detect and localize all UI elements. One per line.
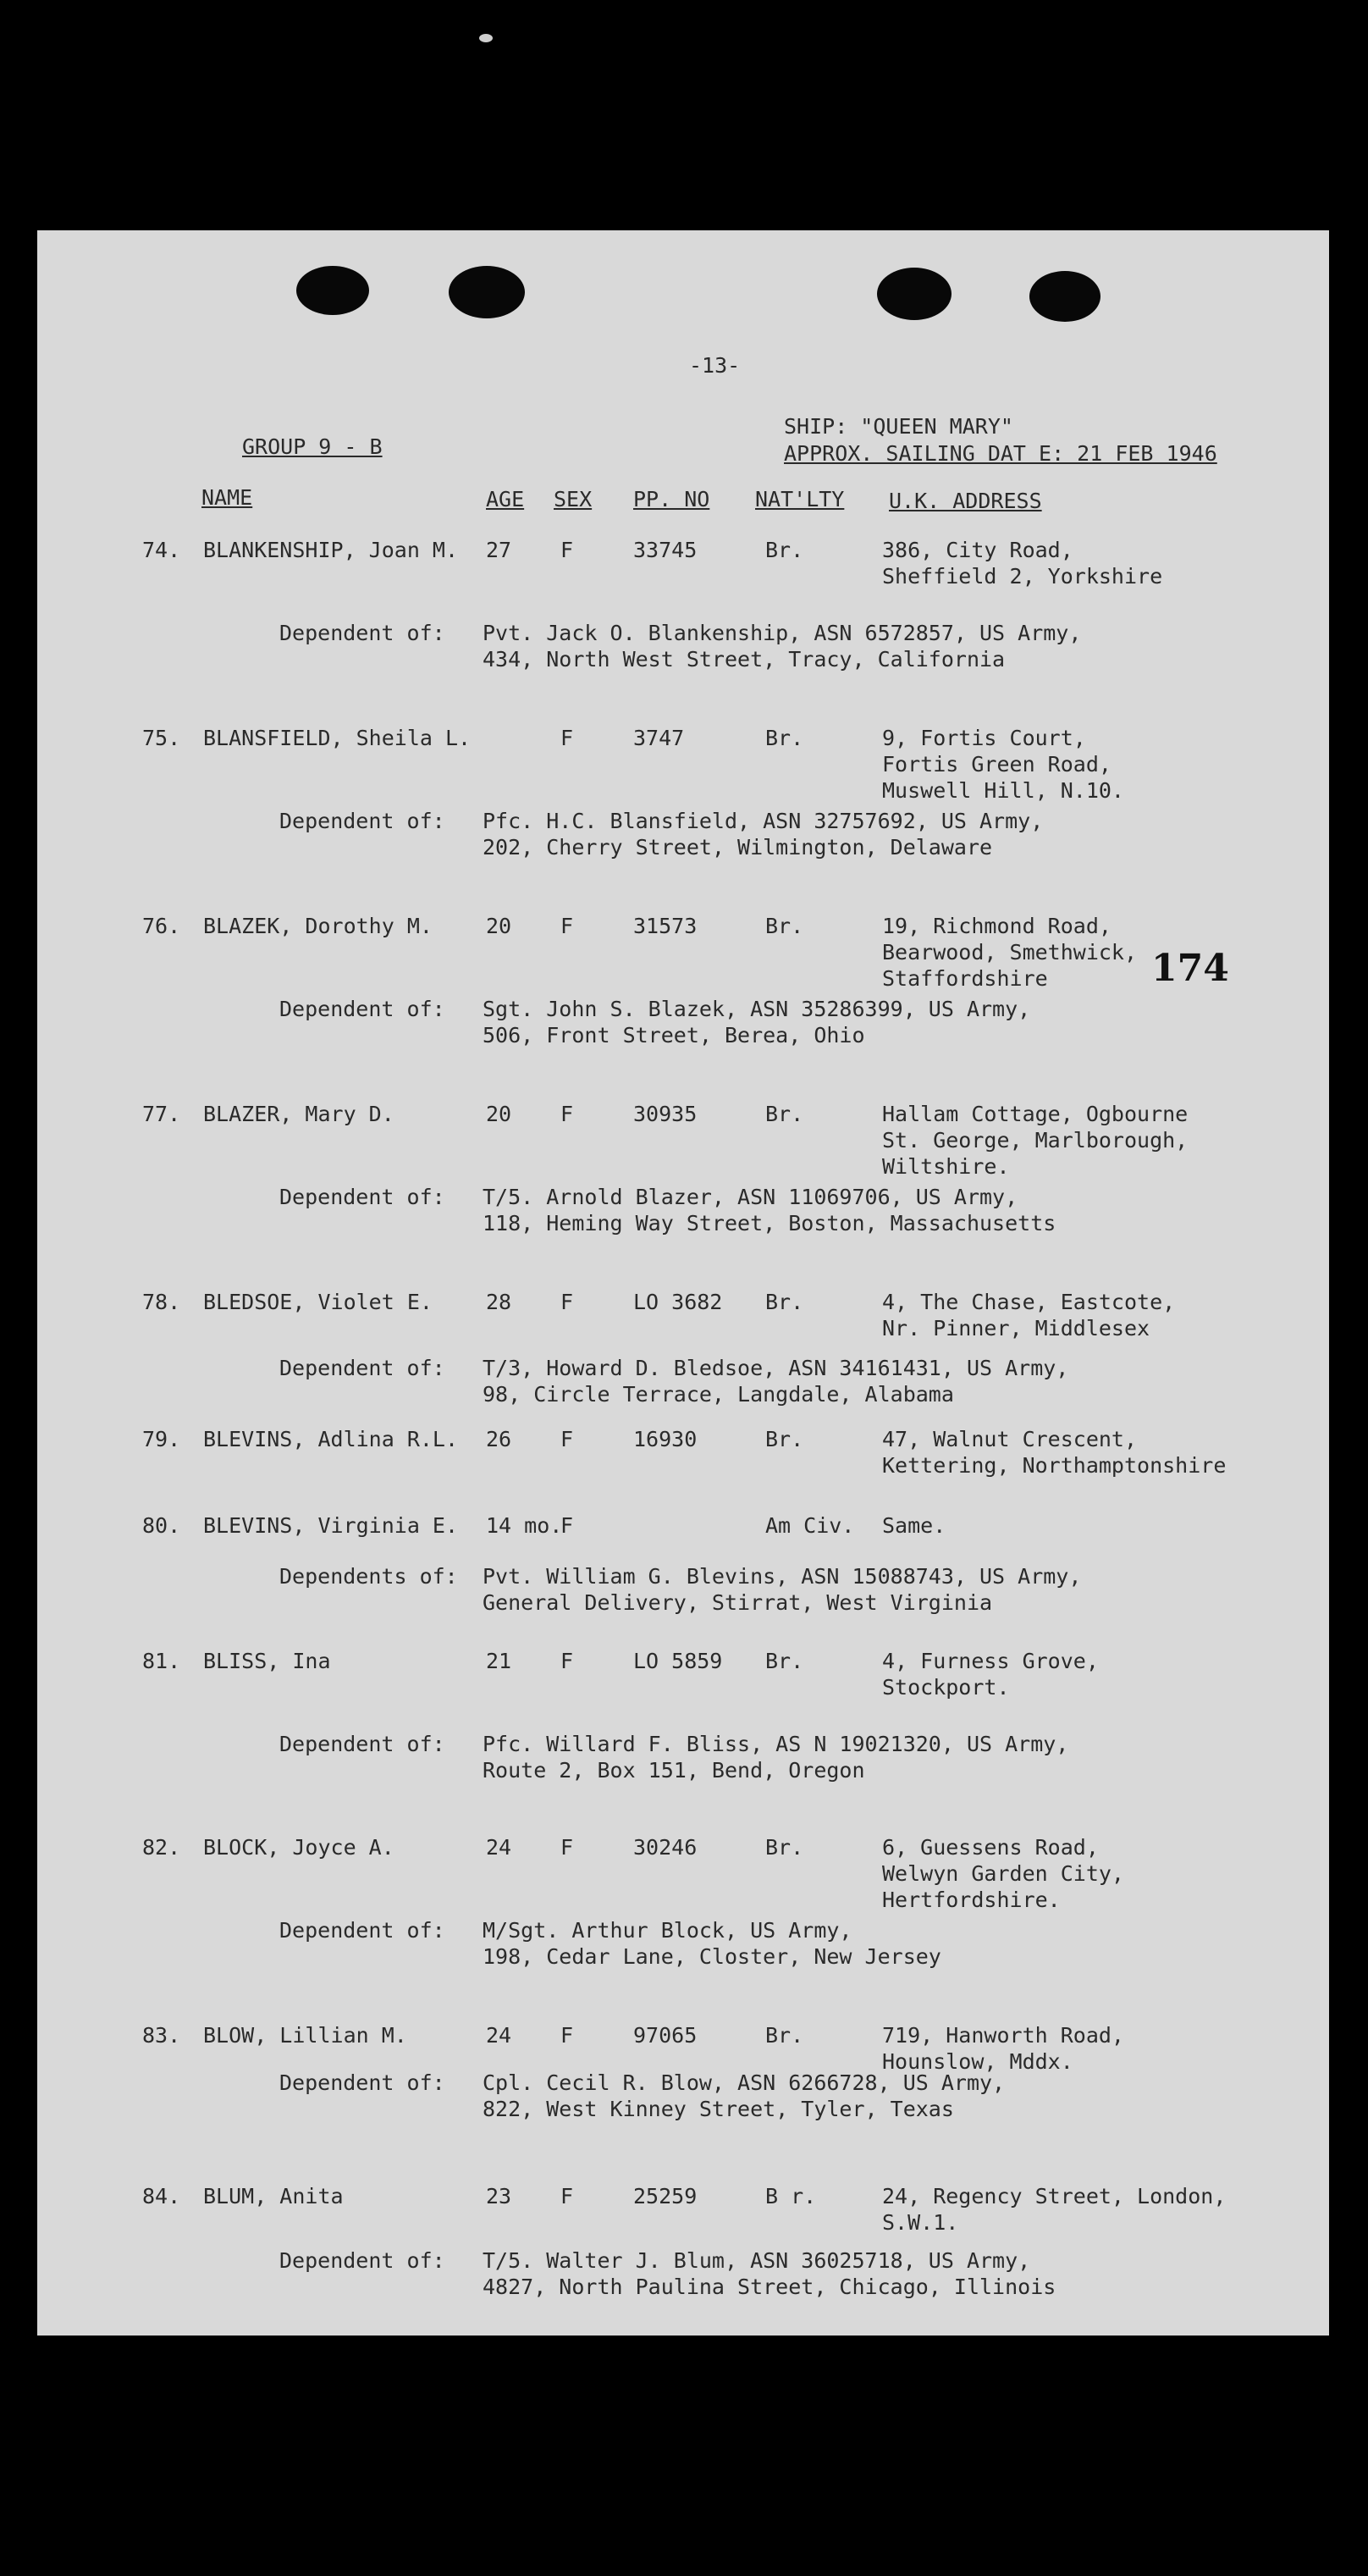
sponsor-detail-line: 822, West Kinney Street, Tyler, Texas [483, 2097, 954, 2121]
entry-number: 84. [142, 2184, 181, 2208]
entry-number: 80. [142, 1513, 181, 1538]
entry-number: 83. [142, 2023, 181, 2048]
entry-number: 81. [142, 1649, 181, 1673]
nationality: Br. [765, 914, 804, 938]
page-number: -13- [689, 353, 741, 378]
passenger-sex: F [560, 726, 574, 750]
passenger-name: BLEVINS, Virginia E. [203, 1513, 459, 1538]
uk-address-line: 4, The Chase, Eastcote, [882, 1290, 1176, 1314]
passenger-sex: F [560, 914, 574, 938]
nationality: Br. [765, 726, 804, 750]
sponsor-detail-line: 434, North West Street, Tracy, California [483, 647, 1006, 672]
uk-address-line: Staffordshire [882, 966, 1048, 991]
sponsor-detail-line: General Delivery, Stirrat, West Virginia [483, 1590, 993, 1615]
uk-address-line: Welwyn Garden City, [882, 1861, 1124, 1886]
passenger-age: 27 [486, 538, 512, 562]
dependent-of-label: Dependent of: [279, 809, 445, 833]
dependent-of-label: Dependent of: [279, 1185, 445, 1209]
nationality: B r. [765, 2184, 817, 2208]
dependent-of-label: Dependent of: [279, 1356, 445, 1380]
entry-number: 79. [142, 1427, 181, 1451]
uk-address-line: 6, Guessens Road, [882, 1835, 1099, 1860]
passenger-age: 23 [486, 2184, 512, 2208]
uk-address-line: Kettering, Northamptonshire [882, 1453, 1227, 1478]
uk-address-line: Hounslow, Mddx. [882, 2049, 1073, 2074]
sponsor-detail-line: Route 2, Box 151, Bend, Oregon [483, 1758, 865, 1783]
header-nationality: NAT'LTY [755, 487, 845, 511]
passenger-name: BLOCK, Joyce A. [203, 1835, 394, 1860]
passenger-sex: F [560, 1513, 574, 1538]
entry-number: 74. [142, 538, 181, 562]
header-pp-no: PP. NO [633, 487, 710, 511]
passenger-age: 28 [486, 1290, 512, 1314]
punch-hole [1029, 271, 1100, 322]
uk-address-line: St. George, Marlborough, [882, 1128, 1189, 1153]
sponsor-detail-line: Pvt. William G. Blevins, ASN 15088743, US Army, [483, 1564, 1082, 1589]
header-sex: SEX [554, 487, 593, 511]
dependent-of-label: Dependent of: [279, 621, 445, 645]
dust-speck [479, 34, 493, 42]
dependent-of-label: Dependent of: [279, 997, 445, 1021]
ship-name: SHIP: "QUEEN MARY" [784, 414, 1013, 439]
dependent-of-label: Dependent of: [279, 2070, 445, 2095]
header-name: NAME [201, 485, 253, 510]
sponsor-detail-line: Cpl. Cecil R. Blow, ASN 6266728, US Army, [483, 2070, 1006, 2095]
passenger-name: BLANKENSHIP, Joan M. [203, 538, 459, 562]
header-age: AGE [486, 487, 525, 511]
uk-address-line: 719, Hanworth Road, [882, 2023, 1124, 2048]
entry-number: 75. [142, 726, 181, 750]
passenger-name: BLAZER, Mary D. [203, 1102, 394, 1126]
uk-address-line: Fortis Green Road, [882, 752, 1112, 777]
passenger-age: 26 [486, 1427, 512, 1451]
uk-address-line: Muswell Hill, N.10. [882, 778, 1124, 803]
passenger-sex: F [560, 1649, 574, 1673]
uk-address-line: Stockport. [882, 1675, 1010, 1700]
uk-address-line: Hertfordshire. [882, 1888, 1061, 1912]
uk-address-line: Same. [882, 1513, 946, 1538]
sponsor-detail-line: Pfc. Willard F. Bliss, AS N 19021320, US Army, [483, 1732, 1069, 1756]
passenger-sex: F [560, 1427, 574, 1451]
passport-number: 16930 [633, 1427, 698, 1451]
passenger-name: BLAZEK, Dorothy M. [203, 914, 433, 938]
uk-address-line: 386, City Road, [882, 538, 1073, 562]
sponsor-detail-line: T/5. Arnold Blazer, ASN 11069706, US Army, [483, 1185, 1018, 1209]
passenger-name: BLEDSOE, Violet E. [203, 1290, 433, 1314]
dependent-of-label: Dependent of: [279, 1918, 445, 1943]
uk-address-line: Hallam Cottage, Ogbourne [882, 1102, 1189, 1126]
sponsor-detail-line: 202, Cherry Street, Wilmington, Delaware [483, 835, 993, 860]
passenger-age: 20 [486, 1102, 512, 1126]
entry-number: 82. [142, 1835, 181, 1860]
uk-address-line: Sheffield 2, Yorkshire [882, 564, 1163, 589]
passenger-sex: F [560, 2184, 574, 2208]
group-label: GROUP 9 - B [242, 434, 383, 459]
uk-address-line: 19, Richmond Road, [882, 914, 1112, 938]
dependent-of-label: Dependent of: [279, 2248, 445, 2273]
nationality: Br. [765, 538, 804, 562]
sponsor-detail-line: Pfc. H.C. Blansfield, ASN 32757692, US Army, [483, 809, 1044, 833]
nationality: Br. [765, 1649, 804, 1673]
uk-address-line: 4, Furness Grove, [882, 1649, 1099, 1673]
passenger-age: 24 [486, 2023, 512, 2048]
nationality: Br. [765, 1427, 804, 1451]
passport-number: 30246 [633, 1835, 698, 1860]
nationality: Br. [765, 1102, 804, 1126]
punch-hole [877, 268, 952, 320]
entry-number: 77. [142, 1102, 181, 1126]
passenger-sex: F [560, 538, 574, 562]
passport-number: 30935 [633, 1102, 698, 1126]
passenger-age: 14 mo. [486, 1513, 563, 1538]
sponsor-detail-line: 98, Circle Terrace, Langdale, Alabama [483, 1382, 954, 1407]
punch-hole [449, 266, 525, 318]
dependent-of-label: Dependents of: [279, 1564, 458, 1589]
nationality: Br. [765, 2023, 804, 2048]
passport-number: 33745 [633, 538, 698, 562]
sponsor-detail-line: 506, Front Street, Berea, Ohio [483, 1023, 865, 1048]
uk-address-line: Bearwood, Smethwick, [882, 940, 1138, 965]
passport-number: 31573 [633, 914, 698, 938]
nationality: Br. [765, 1290, 804, 1314]
passport-number: LO 3682 [633, 1290, 723, 1314]
sponsor-detail-line: 118, Heming Way Street, Boston, Massachusetts [483, 1211, 1056, 1235]
sponsor-detail-line: 198, Cedar Lane, Closter, New Jersey [483, 1944, 941, 1969]
passenger-name: BLUM, Anita [203, 2184, 344, 2208]
passport-number: 25259 [633, 2184, 698, 2208]
passenger-name: BLISS, Ina [203, 1649, 331, 1673]
passenger-age: 21 [486, 1649, 512, 1673]
sponsor-detail-line: Sgt. John S. Blazek, ASN 35286399, US Army, [483, 997, 1031, 1021]
header-address: U.K. ADDRESS [889, 489, 1042, 513]
nationality: Am Civ. [765, 1513, 855, 1538]
uk-address-line: 47, Walnut Crescent, [882, 1427, 1138, 1451]
passenger-sex: F [560, 1835, 574, 1860]
page-stamp: 174 [1151, 947, 1229, 990]
passenger-sex: F [560, 2023, 574, 2048]
sponsor-detail-line: M/Sgt. Arthur Block, US Army, [483, 1918, 852, 1943]
sailing-date: APPROX. SAILING DAT E: 21 FEB 1946 [784, 441, 1217, 466]
sponsor-detail-line: T/3, Howard D. Bledsoe, ASN 34161431, US Army, [483, 1356, 1069, 1380]
document-page [37, 230, 1329, 2336]
dependent-of-label: Dependent of: [279, 1732, 445, 1756]
uk-address-line: 24, Regency Street, London, [882, 2184, 1227, 2208]
passport-number: 97065 [633, 2023, 698, 2048]
passenger-name: BLEVINS, Adlina R.L. [203, 1427, 459, 1451]
passenger-age: 20 [486, 914, 512, 938]
passenger-name: BLANSFIELD, Sheila L. [203, 726, 472, 750]
entry-number: 78. [142, 1290, 181, 1314]
nationality: Br. [765, 1835, 804, 1860]
passport-number: LO 5859 [633, 1649, 723, 1673]
uk-address-line: 9, Fortis Court, [882, 726, 1086, 750]
passenger-sex: F [560, 1290, 574, 1314]
sponsor-detail-line: Pvt. Jack O. Blankenship, ASN 6572857, US Army, [483, 621, 1082, 645]
uk-address-line: S.W.1. [882, 2210, 959, 2235]
passenger-name: BLOW, Lillian M. [203, 2023, 407, 2048]
entry-number: 76. [142, 914, 181, 938]
sponsor-detail-line: T/5. Walter J. Blum, ASN 36025718, US Army, [483, 2248, 1031, 2273]
passenger-sex: F [560, 1102, 574, 1126]
punch-hole [296, 266, 369, 315]
passenger-age: 24 [486, 1835, 512, 1860]
sponsor-detail-line: 4827, North Paulina Street, Chicago, Illinois [483, 2275, 1056, 2299]
uk-address-line: Nr. Pinner, Middlesex [882, 1316, 1150, 1341]
uk-address-line: Wiltshire. [882, 1154, 1010, 1179]
passport-number: 3747 [633, 726, 685, 750]
